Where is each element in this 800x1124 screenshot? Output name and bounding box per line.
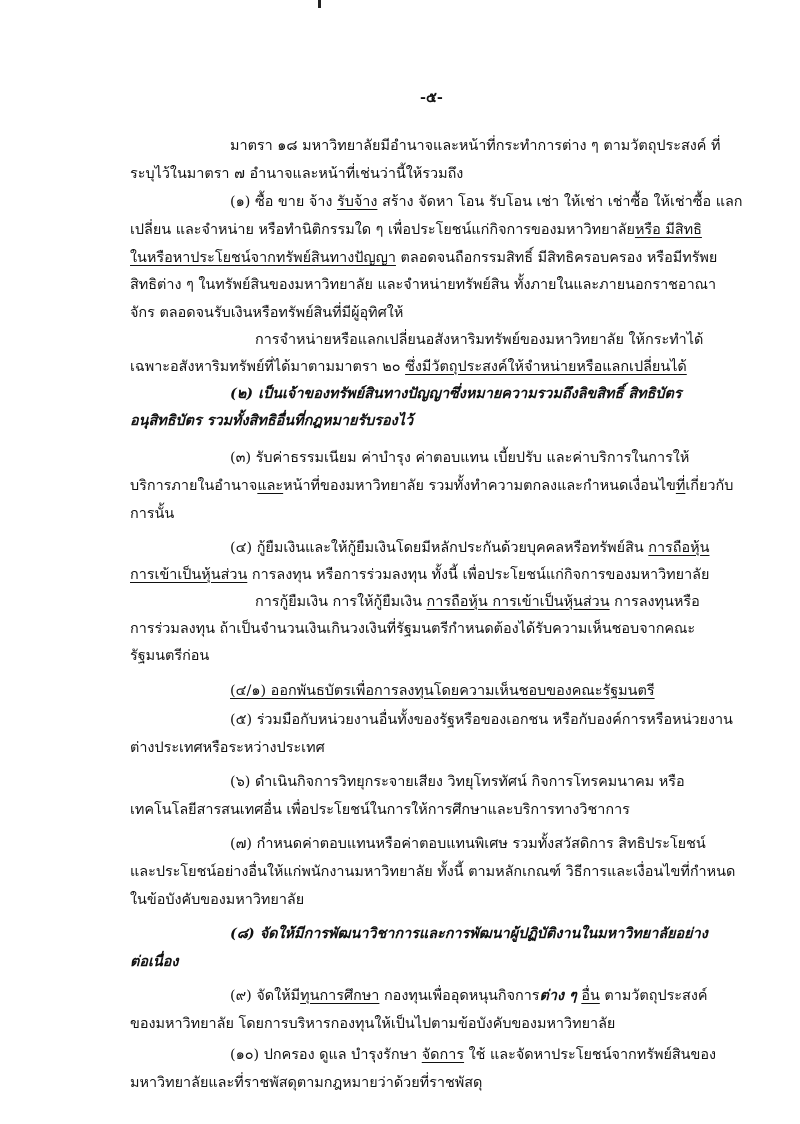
paragraph-line — [230, 923, 708, 945]
text-segment: การกู้ยืมเงิน การให้กู้ยืมเงิน — [255, 594, 427, 610]
text-segment: (๓) รับค่าธรรมเนียม ค่าบำรุง ค่าตอบแทน เบี้ยปรับ และค่าบริการในการให้ — [230, 450, 690, 466]
text-segment: (๒) เป็นเจ้าของทรัพย์สินทางปัญญาซึ่งหมายความรวมถึงลิขสิทธิ์ สิทธิบัตร — [230, 385, 682, 402]
paragraph-line — [130, 247, 717, 269]
text-segment: รัฐมนตรีก่อน — [130, 648, 210, 664]
paragraph-line — [230, 447, 689, 469]
paragraph-line — [230, 383, 682, 405]
paragraph-line — [230, 709, 733, 731]
text-segment: การร่วมลงทุน ถ้าเป็นจำนวนเงินเกินวงเงินที่รัฐมนตรีกำหนดต้องได้รับความเห็นชอบจากคณะ — [130, 621, 696, 637]
text-segment: การนั้น — [130, 506, 175, 522]
paragraph-line — [130, 861, 735, 883]
paragraph-line — [230, 191, 743, 213]
text-segment: (๕) ร่วมมือกับหน่วยงานอื่นทั้งของรัฐหรือของเอกชน หรือกับองค์การหรือหน่วยงาน — [230, 712, 733, 728]
text-segment: การถือหุ้น — [648, 540, 710, 556]
paragraph-line — [130, 163, 463, 185]
text-segment: จัดการ — [421, 1047, 465, 1063]
paragraph-line — [255, 329, 703, 351]
text-segment: การจำหน่ายหรือแลกเปลี่ยนอสังหาริมทรัพย์ของมหาวิทยาลัย ให้กระทำได้ — [255, 332, 704, 348]
paragraph-line — [130, 1013, 615, 1035]
paragraph-line — [130, 302, 403, 324]
paragraph-line — [255, 591, 700, 613]
text-segment: บริการภายในอำนาจ — [130, 478, 258, 494]
paragraph-line — [130, 889, 304, 911]
text-segment: ซึ่งมีวัตถุประสงค์ให้จำหน่ายหรือแลกเปลี่ยนได้ — [405, 359, 687, 375]
text-segment: หน้าที่ของมหาวิทยาลัย รวมทั้งทำความตกลงและกำหนดเงื่อนไข — [283, 478, 676, 494]
text-segment: ตลอดจนถือกรรมสิทธิ์ มีสิทธิครอบครอง หรือมีทรัพย — [395, 250, 718, 266]
paragraph-line — [130, 564, 709, 586]
text-segment: ที่ — [675, 478, 686, 494]
paragraph-line — [130, 1072, 482, 1094]
text-segment: (๔) กู้ยืมเงินและให้กู้ยืมเงินโดยมีหลักประกันด้วยบุคคลหรือทรัพย์สิน — [230, 540, 649, 556]
paragraph-line — [130, 645, 209, 667]
text-segment: เฉพาะอสังหาริมทรัพย์ที่ได้มาตามมาตรา ๒๐ — [130, 359, 406, 375]
text-segment: (๔/๑) ออกพันธบัตรเพื่อการลงทุนโดยความเห็นชอบของคณะรัฐมนตรี — [230, 683, 655, 699]
text-segment: ใช้ และจัดหาประโยชน์จากทรัพย์สินของ — [464, 1047, 717, 1063]
paragraph-line — [230, 537, 709, 559]
paragraph-line — [230, 135, 721, 157]
scan-mark — [318, 0, 321, 8]
text-segment: อนุสิทธิบัตร รวมทั้งสิทธิอื่นที่กฎหมายรับรองไว้ — [130, 412, 414, 429]
text-segment: เปลี่ยน และจำหน่าย หรือทำนิติกรรมใด ๆ เพื่อประโยชน์แก่กิจการของมหาวิทยาลัย — [130, 222, 635, 238]
text-segment: (๙) จัดให้มี — [230, 988, 301, 1004]
paragraph-line — [130, 799, 630, 821]
paragraph-line — [230, 1044, 716, 1066]
text-segment: ของมหาวิทยาลัย โดยการบริหารกองทุนให้เป็นไปตามข้อบังคับของมหาวิทยาลัย — [130, 1016, 616, 1032]
text-segment: มหาวิทยาลัยและที่ราชพัสดุตามกฎหมายว่าด้วยที่ราชพัสดุ — [130, 1075, 483, 1091]
text-segment: จักร ตลอดจนรับเงินหรือทรัพย์สินที่มีผู้อุทิศให้ — [130, 305, 404, 321]
paragraph-line — [230, 771, 685, 793]
paragraph-line — [130, 219, 702, 241]
text-segment: ตามวัตถุประสงค์ — [599, 988, 708, 1004]
paragraph-line — [130, 618, 695, 640]
text-segment: เกี่ยวกับ — [685, 478, 734, 494]
paragraph-line — [230, 833, 706, 855]
paragraph-line — [130, 475, 733, 497]
text-segment: ในข้อบังคับของมหาวิทยาลัย — [130, 892, 305, 908]
text-segment: (๖) ดำเนินกิจการวิทยุกระจายเสียง วิทยุโทรทัศน์ กิจการโทรคมนาคม หรือ — [230, 774, 685, 790]
text-segment: ต่อเนื่อง — [130, 953, 179, 970]
paragraph-line — [130, 503, 174, 525]
text-segment: และ — [257, 478, 284, 494]
text-segment: กองทุนเพื่ออุดหนุนกิจการ — [379, 988, 540, 1004]
text-segment: เทคโนโลยีสารสนเทศอื่น เพื่อประโยชน์ในการให้การศึกษาและบริการทางวิชาการ — [130, 802, 630, 818]
text-segment: และประโยชน์อย่างอื่นให้แก่พนักงานมหาวิทยาลัย ทั้งนี้ ตามหลักเกณฑ์ วิธีการและเงื่อนไขที่กำหนด — [130, 864, 736, 880]
paragraph-line — [130, 951, 178, 973]
text-segment: การลงทุนหรือ — [609, 594, 700, 610]
text-segment: ต่างประเทศหรือระหว่างประเทศ — [130, 740, 325, 756]
text-segment: สร้าง จัดหา โอน รับโอน เช่า ให้เช่า เช่าซื้อ ให้เช่าซื้อ แลก — [377, 194, 743, 210]
paragraph-line — [230, 680, 655, 702]
paragraph-line — [130, 737, 325, 759]
text-segment: (๑๐) ปกครอง ดูแล บำรุงรักษา — [230, 1047, 422, 1063]
paragraph-line — [230, 985, 707, 1007]
text-segment: (๗) กำหนดค่าตอบแทนหรือค่าตอบแทนพิเศษ รวมทั้งสวัสดิการ สิทธิประโยชน์ — [230, 836, 706, 852]
text-segment: รับจ้าง — [336, 194, 378, 210]
paragraph-line — [130, 356, 687, 378]
text-segment: สิทธิต่าง ๆ ในทรัพย์สินของมหาวิทยาลัย และจำหน่ายทรัพย์สิน ทั้งภายในและภายนอกราชอาณา — [130, 277, 717, 293]
text-segment: มาตรา ๑๘ มหาวิทยาลัยมีอำนาจและหน้าที่กระทำการต่าง ๆ ตามวัตถุประสงค์ ที่ — [230, 138, 721, 154]
text-segment: ทุนการศึกษา — [300, 988, 380, 1004]
text-segment: (๑) ซื้อ ขาย จ้าง — [230, 194, 337, 210]
text-segment: ระบุไว้ในมาตรา ๗ อำนาจและหน้าที่เช่นว่านี้ให้รวมถึง — [130, 166, 464, 182]
text-segment: การเข้าเป็นหุ้นส่วน — [130, 567, 248, 583]
text-segment: การถือหุ้น การเข้าเป็นหุ้นส่วน — [426, 594, 610, 610]
text-segment: หรือ มีสิทธิ — [634, 222, 702, 238]
text-segment: การลงทุน หรือการร่วมลงทุน ทั้งนี้ เพื่อประโยชน์แก่กิจการของมหาวิทยาลัย — [247, 567, 710, 583]
page-number: -๕- — [420, 89, 443, 106]
text-segment: ในหรือหาประโยชน์จากทรัพย์สินทางปัญญา — [130, 250, 396, 266]
paragraph-line — [130, 274, 716, 296]
text-segment: ต่าง ๆ — [539, 987, 577, 1004]
paragraph-line — [130, 410, 413, 432]
text-segment: อื่น — [581, 988, 600, 1004]
text-segment: (๘) จัดให้มีการพัฒนาวิชาการและการพัฒนาผู้ปฏิบัติงานในมหาวิทยาลัยอย่าง — [230, 925, 708, 942]
